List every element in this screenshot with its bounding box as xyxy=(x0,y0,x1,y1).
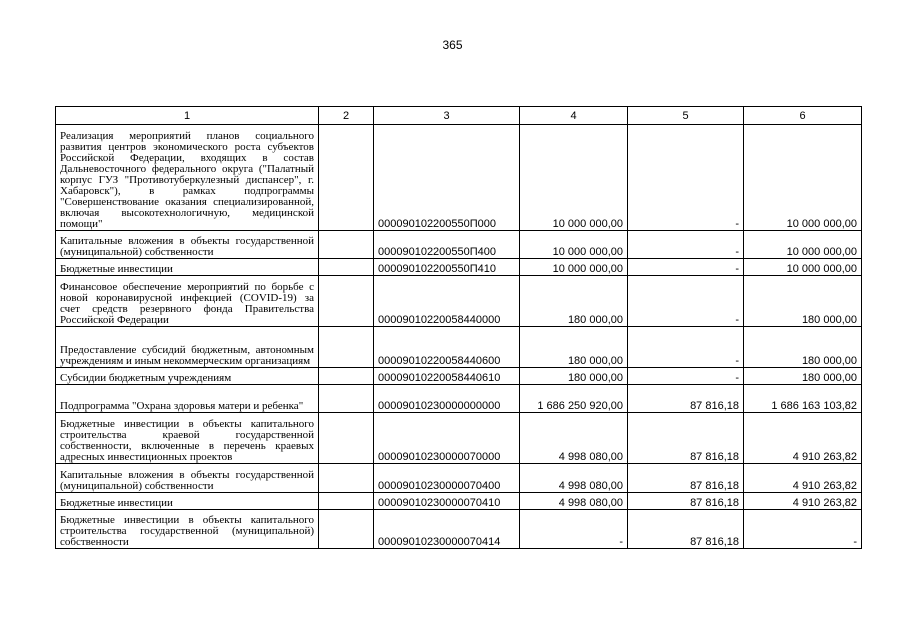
row-col6: 4 910 263,82 xyxy=(744,464,862,493)
row-col2 xyxy=(319,368,374,385)
row-name: Бюджетные инвестиции xyxy=(56,493,319,510)
table-row xyxy=(56,385,862,413)
row-name: Предоставление субсидий бюджетным, автономным учреждениям и иным некоммерческим организациям xyxy=(56,327,319,368)
table-row xyxy=(56,276,862,327)
row-name: Капитальные вложения в объекты государственной (муниципальной) собственности xyxy=(56,464,319,493)
row-name: Бюджетные инвестиции в объекты капитального строительства государственной (муниципальной) собственности xyxy=(56,510,319,549)
row-col2 xyxy=(319,259,374,276)
row-code: 00009010230000070400 xyxy=(374,464,520,493)
table-row xyxy=(56,413,862,464)
row-col6: 180 000,00 xyxy=(744,327,862,368)
row-col6: 4 910 263,82 xyxy=(744,493,862,510)
row-code: 00009010220058440000 xyxy=(374,276,520,327)
row-name: Капитальные вложения в объекты государственной (муниципальной) собственности xyxy=(56,231,319,259)
row-col4: 10 000 000,00 xyxy=(520,259,628,276)
table-row xyxy=(56,368,862,385)
row-col4: 4 998 080,00 xyxy=(520,464,628,493)
budget-table xyxy=(55,106,862,549)
row-col6: 180 000,00 xyxy=(744,276,862,327)
table-row xyxy=(56,259,862,276)
row-col5: - xyxy=(628,259,744,276)
row-col5: 87 816,18 xyxy=(628,510,744,549)
row-name: Бюджетные инвестиции в объекты капитального строительства краевой государственной собственности, включенные в перечень краевых адресных инвестиционных проектов xyxy=(56,413,319,464)
column-header: 3 xyxy=(374,107,520,125)
row-col5: - xyxy=(628,231,744,259)
row-col2 xyxy=(319,276,374,327)
row-col6: 180 000,00 xyxy=(744,368,862,385)
row-code: 000090102200550П000 xyxy=(374,125,520,231)
row-col4: 10 000 000,00 xyxy=(520,125,628,231)
row-code: 00009010220058440610 xyxy=(374,368,520,385)
row-code: 000090102200550П410 xyxy=(374,259,520,276)
page-number: 365 xyxy=(442,38,463,52)
column-header: 1 xyxy=(56,107,319,125)
row-name: Субсидии бюджетным учреждениям xyxy=(56,368,319,385)
column-header: 4 xyxy=(520,107,628,125)
row-code: 00009010230000070414 xyxy=(374,510,520,549)
row-col2 xyxy=(319,464,374,493)
row-name: Подпрограмма "Охрана здоровья матери и ребенка" xyxy=(56,385,319,413)
column-header: 2 xyxy=(319,107,374,125)
table-row xyxy=(56,125,862,231)
row-col5: - xyxy=(628,276,744,327)
row-col5: 87 816,18 xyxy=(628,385,744,413)
row-col5: 87 816,18 xyxy=(628,493,744,510)
row-col6: 10 000 000,00 xyxy=(744,125,862,231)
row-col2 xyxy=(319,327,374,368)
row-col6: - xyxy=(744,510,862,549)
row-code: 00009010230000070000 xyxy=(374,413,520,464)
table-row xyxy=(56,231,862,259)
row-code: 00009010220058440600 xyxy=(374,327,520,368)
row-col6: 1 686 163 103,82 xyxy=(744,385,862,413)
column-header: 6 xyxy=(744,107,862,125)
row-col4: 180 000,00 xyxy=(520,368,628,385)
row-col6: 4 910 263,82 xyxy=(744,413,862,464)
table-header-row xyxy=(56,107,862,125)
row-name: Финансовое обеспечение мероприятий по борьбе с новой коронавирусной инфекцией (COVID-19) за счет средств резервного фонда Правительства Российской Федерации xyxy=(56,276,319,327)
row-col5: - xyxy=(628,327,744,368)
row-col5: 87 816,18 xyxy=(628,464,744,493)
row-col2 xyxy=(319,413,374,464)
row-col5: - xyxy=(628,125,744,231)
table-row xyxy=(56,493,862,510)
row-col5: - xyxy=(628,368,744,385)
table-row xyxy=(56,464,862,493)
row-col4: 180 000,00 xyxy=(520,276,628,327)
table-row xyxy=(56,510,862,549)
row-col2 xyxy=(319,385,374,413)
row-col4: - xyxy=(520,510,628,549)
row-col2 xyxy=(319,125,374,231)
row-col2 xyxy=(319,231,374,259)
row-col4: 180 000,00 xyxy=(520,327,628,368)
row-col6: 10 000 000,00 xyxy=(744,231,862,259)
row-code: 00009010230000070410 xyxy=(374,493,520,510)
row-code: 00009010230000000000 xyxy=(374,385,520,413)
row-name: Бюджетные инвестиции xyxy=(56,259,319,276)
row-col4: 4 998 080,00 xyxy=(520,413,628,464)
row-name: Реализация мероприятий планов социального развития центров экономического роста субъектов Российской Федерации, входящих в состав Дальневосточного федерального округа ("Палатный корпус ГУЗ "Противотуберкулезный диспансер", г. Хабаровск"), в рамках подпрограммы "Совершенствование оказания специализированной, включая высокотехнологичную, медицинской помощи" xyxy=(56,125,319,231)
row-col6: 10 000 000,00 xyxy=(744,259,862,276)
table-row xyxy=(56,327,862,368)
row-col4: 4 998 080,00 xyxy=(520,493,628,510)
row-col4: 1 686 250 920,00 xyxy=(520,385,628,413)
row-col4: 10 000 000,00 xyxy=(520,231,628,259)
row-col2 xyxy=(319,510,374,549)
column-header: 5 xyxy=(628,107,744,125)
row-col5: 87 816,18 xyxy=(628,413,744,464)
row-code: 000090102200550П400 xyxy=(374,231,520,259)
row-col2 xyxy=(319,493,374,510)
